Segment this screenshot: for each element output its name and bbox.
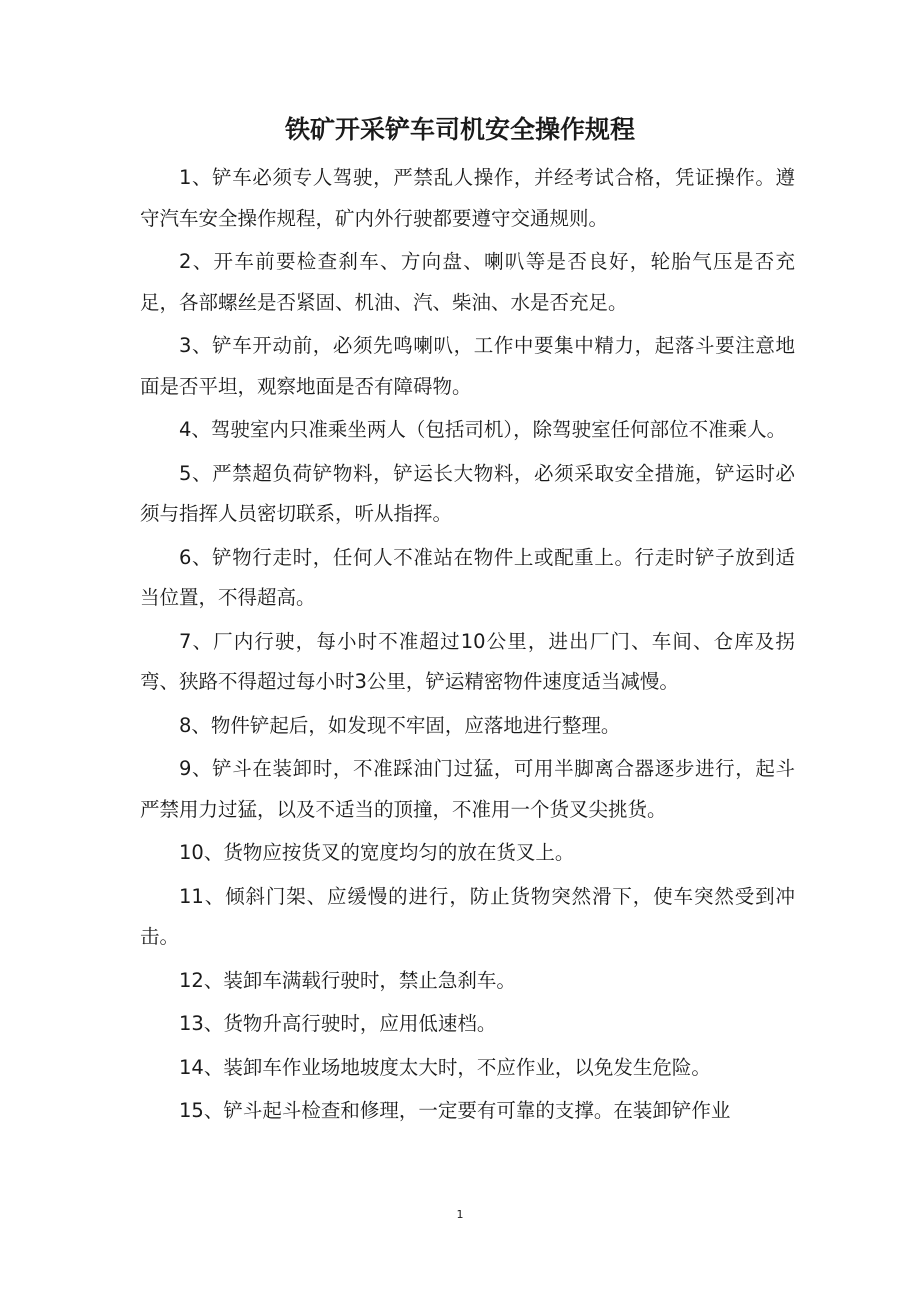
- paragraph-7: 7、厂内行驶，每小时不准超过10公里，进出厂门、车间、仓库及拐弯、狭路不得超过每小时3公里，铲运精密物件速度适当减慢。: [140, 629, 795, 693]
- paragraph-12: 12、装卸车满载行驶时，禁止急刹车。: [179, 968, 516, 992]
- paragraph-10: 10、货物应按货叉的宽度均匀的放在货叉上。: [179, 841, 575, 864]
- page-number: 1: [456, 1208, 464, 1221]
- document-title: 铁矿开采铲车司机安全操作规程: [284, 115, 635, 144]
- paragraph-11: 11、倾斜门架、应缓慢的进行，防止货物突然滑下，使车突然受到冲击。: [140, 884, 795, 948]
- document-body: [140, 158, 795, 1135]
- paragraph-14: 14、装卸车作业场地坡度太大时，不应作业，以免发生危险。: [179, 1055, 711, 1079]
- paragraph-15: 15、铲斗起斗检查和修理，一定要有可靠的支撑。在装卸铲作业: [179, 1099, 731, 1122]
- paragraph-1: 1、铲车必须专人驾驶，严禁乱人操作，并经考试合格，凭证操作。遵守汽车安全操作规程，矿内外行驶都要遵守交通规则。: [140, 166, 795, 230]
- paragraph-13: 13、货物升高行驶时，应用低速档。: [179, 1012, 497, 1035]
- paragraph-8: 8、物件铲起后，如发现不牢固，应落地进行整理。: [179, 713, 621, 737]
- paragraph-3: 3、铲车开动前，必须先鸣喇叭，工作中要集中精力，起落斗要注意地面是否平坦，观察地面是否有障碍物。: [140, 334, 795, 398]
- paragraph-6: 6、铲物行走时，任何人不准站在物件上或配重上。行走时铲子放到适当位置，不得超高。: [140, 545, 795, 609]
- paragraph-5: 5、严禁超负荷铲物料，铲运长大物料，必须采取安全措施，铲运时必须与指挥人员密切联系，听从指挥。: [140, 461, 795, 525]
- paragraph-4: 4、驾驶室内只准乘坐两人（包括司机），除驾驶室任何部位不准乘人。: [179, 418, 787, 441]
- paragraph-9: 9、铲斗在装卸时，不准踩油门过猛，可用半脚离合器逐步进行，起斗严禁用力过猛，以及不适当的顶撞，不准用一个货叉尖挑货。: [140, 757, 795, 821]
- paragraph-2: 2、开车前要检查刹车、方向盘、喇叭等是否良好，轮胎气压是否充足，各部螺丝是否紧固、机油、汽、柴油、水是否充足。: [140, 250, 795, 314]
